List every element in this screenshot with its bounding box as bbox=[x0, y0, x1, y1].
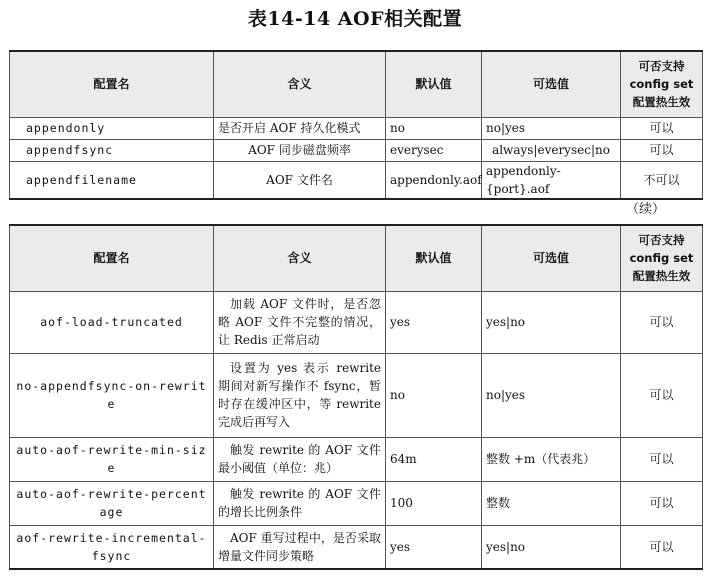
config-meaning: 触发 rewrite 的 AOF 文件最小阈值（单位：兆） bbox=[214, 437, 386, 481]
table-row bbox=[10, 117, 703, 139]
config-hot: 可以 bbox=[621, 291, 703, 353]
config-name: appendfilename bbox=[10, 161, 214, 199]
config-options: no|yes bbox=[482, 353, 621, 437]
header-default: 默认值 bbox=[386, 51, 482, 117]
aof-config-table-continued bbox=[9, 224, 703, 570]
config-meaning: AOF 同步磁盘频率 bbox=[214, 139, 386, 161]
continued-label: （续） bbox=[626, 202, 666, 217]
header-options: 可选值 bbox=[482, 225, 621, 291]
header-name: 配置名 bbox=[10, 225, 214, 291]
header-hot-reload: 可否支持config set配置热生效 bbox=[621, 225, 703, 291]
config-hot: 可以 bbox=[621, 437, 703, 481]
config-hot: 可以 bbox=[621, 481, 703, 525]
config-default: no bbox=[386, 117, 482, 139]
table-row bbox=[10, 291, 703, 353]
header-row bbox=[10, 51, 703, 117]
config-default: yes bbox=[386, 525, 482, 569]
config-hot: 可以 bbox=[621, 353, 703, 437]
config-options: yes|no bbox=[482, 525, 621, 569]
header-hot-reload: 可否支持config set配置热生效 bbox=[621, 51, 703, 117]
config-name: aof-rewrite-incremental-fsync bbox=[10, 525, 214, 569]
config-hot: 不可以 bbox=[621, 161, 703, 199]
config-name: aof-load-truncated bbox=[10, 291, 214, 353]
config-meaning: AOF 文件名 bbox=[214, 161, 386, 199]
config-options: no|yes bbox=[482, 117, 621, 139]
table-row bbox=[10, 525, 703, 569]
config-name: no-appendfsync-on-rewrite bbox=[10, 353, 214, 437]
table-row bbox=[10, 353, 703, 437]
config-options: always|everysec|no bbox=[482, 139, 621, 161]
config-default: no bbox=[386, 353, 482, 437]
header-options: 可选值 bbox=[482, 51, 621, 117]
header-row bbox=[10, 225, 703, 291]
header-meaning: 含义 bbox=[214, 225, 386, 291]
config-hot: 可以 bbox=[621, 117, 703, 139]
config-hot: 可以 bbox=[621, 525, 703, 569]
config-name: auto-aof-rewrite-percentage bbox=[10, 481, 214, 525]
table-row bbox=[10, 437, 703, 481]
table-row bbox=[10, 139, 703, 161]
config-options: yes|no bbox=[482, 291, 621, 353]
config-default: 64m bbox=[386, 437, 482, 481]
config-name: appendonly bbox=[10, 117, 214, 139]
table-row bbox=[10, 481, 703, 525]
config-name: appendfsync bbox=[10, 139, 214, 161]
config-default: appendonly.aof bbox=[386, 161, 482, 199]
config-options: appendonly-{port}.aof bbox=[482, 161, 621, 199]
config-options: 整数 +m（代表兆） bbox=[482, 437, 621, 481]
config-default: 100 bbox=[386, 481, 482, 525]
config-meaning: 触发 rewrite 的 AOF 文件的增长比例条件 bbox=[214, 481, 386, 525]
config-meaning: 设置为 yes 表示 rewrite 期间对新写操作不 fsync，暂时存在缓冲区中，等 rewrite 完成后再写入 bbox=[214, 353, 386, 437]
table-title: 表14-14 AOF相关配置 bbox=[247, 8, 463, 30]
config-default: everysec bbox=[386, 139, 482, 161]
table-row bbox=[10, 161, 703, 199]
config-meaning: AOF 重写过程中，是否采取增量文件同步策略 bbox=[214, 525, 386, 569]
header-meaning: 含义 bbox=[214, 51, 386, 117]
config-meaning: 加载 AOF 文件时，是否忽略 AOF 文件不完整的情况，让 Redis 正常启动 bbox=[214, 291, 386, 353]
config-default: yes bbox=[386, 291, 482, 353]
config-hot: 可以 bbox=[621, 139, 703, 161]
header-default: 默认值 bbox=[386, 225, 482, 291]
config-options: 整数 bbox=[482, 481, 621, 525]
header-name: 配置名 bbox=[10, 51, 214, 117]
aof-config-table bbox=[9, 50, 703, 200]
config-meaning: 是否开启 AOF 持久化模式 bbox=[214, 117, 386, 139]
config-name: auto-aof-rewrite-min-size bbox=[10, 437, 214, 481]
